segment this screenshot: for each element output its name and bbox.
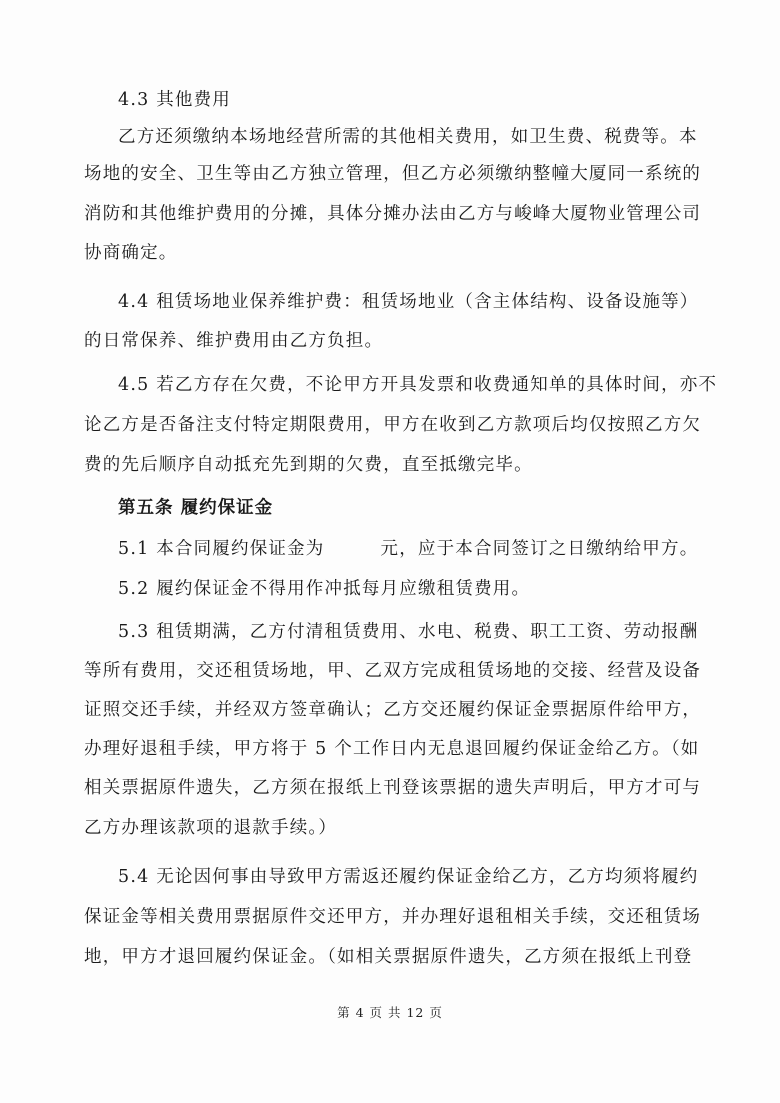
section-5-1-after: 元，应于本合同签订之日缴纳给甲方。	[380, 539, 699, 559]
section-5-3-line-3: 证照交还手续，并经双方签章确认；乙方交还履约保证金票据原件给甲方，	[84, 700, 702, 720]
page-number-footer: 第 4 页 共 12 页	[337, 1005, 443, 1020]
section-4-3-line-3: 消防和其他维护费用的分摊，具体分摊办法由乙方与峻峰大厦物业管理公司	[84, 204, 702, 224]
section-5-2: 5.2 履约保证金不得用作冲抵每月应缴租赁费用。	[118, 579, 531, 599]
section-5-4-line-2: 保证金等相关费用票据原件交还甲方，并办理好退租相关手续，交还租赁场	[84, 907, 702, 927]
section-4-3-line-2: 场地的安全、卫生等由乙方独立管理，但乙方必须缴纳整幢大厦同一系统的	[84, 164, 702, 184]
section-4-3-title: 4.3 其他费用	[118, 90, 231, 110]
section-4-3-line-4: 协商确定。	[84, 243, 178, 263]
section-5-3-line-1: 5.3 租赁期满，乙方付清租赁费用、水电、税费、职工工资、劳动报酬	[118, 622, 699, 642]
section-4-5-line-3: 费的先后顺序自动抵充先到期的欠费，直至抵缴完毕。	[84, 455, 533, 475]
section-4-3-line-1: 乙方还须缴纳本场地经营所需的其他相关费用，如卫生费、税费等。本	[118, 127, 698, 147]
section-4-5-line-2: 论乙方是否备注支付特定期限费用，甲方在收到乙方款项后均仅按照乙方欠	[84, 415, 702, 435]
section-5-1	[118, 538, 738, 560]
section-5-4-line-3: 地，甲方才退回履约保证金。（如相关票据原件遗失，乙方须在报纸上刊登	[84, 947, 693, 967]
section-4-5-line-1: 4.5 若乙方存在欠费，不论甲方开具发票和收费通知单的具体时间，亦不	[118, 375, 718, 395]
section-5-3-line-5: 相关票据原件遗失，乙方须在报纸上刊登该票据的遗失声明后，甲方才可与	[84, 778, 702, 798]
section-5-4-line-1: 5.4 无论因何事由导致甲方需返还履约保证金给乙方，乙方均须将履约	[118, 867, 699, 887]
article-5-title: 第五条 履约保证金	[118, 498, 274, 518]
section-4-4-line-1: 4.4 租赁场地业保养维护费：租赁场地业（含主体结构、设备设施等）	[118, 292, 699, 312]
section-5-3-line-6: 乙方办理该款项的退款手续。）	[84, 818, 338, 838]
section-5-3-line-4: 办理好退租手续，甲方将于 5 个工作日内无息退回履约保证金给乙方。（如	[84, 739, 700, 759]
section-5-1-before: 5.1 本合同履约保证金为	[118, 539, 325, 559]
section-4-4-line-2: 的日常保养、维护费用由乙方负担。	[84, 331, 384, 351]
section-5-3-line-2: 等所有费用，交还租赁场地，甲、乙双方完成租赁场地的交接、经营及设备	[84, 661, 702, 681]
